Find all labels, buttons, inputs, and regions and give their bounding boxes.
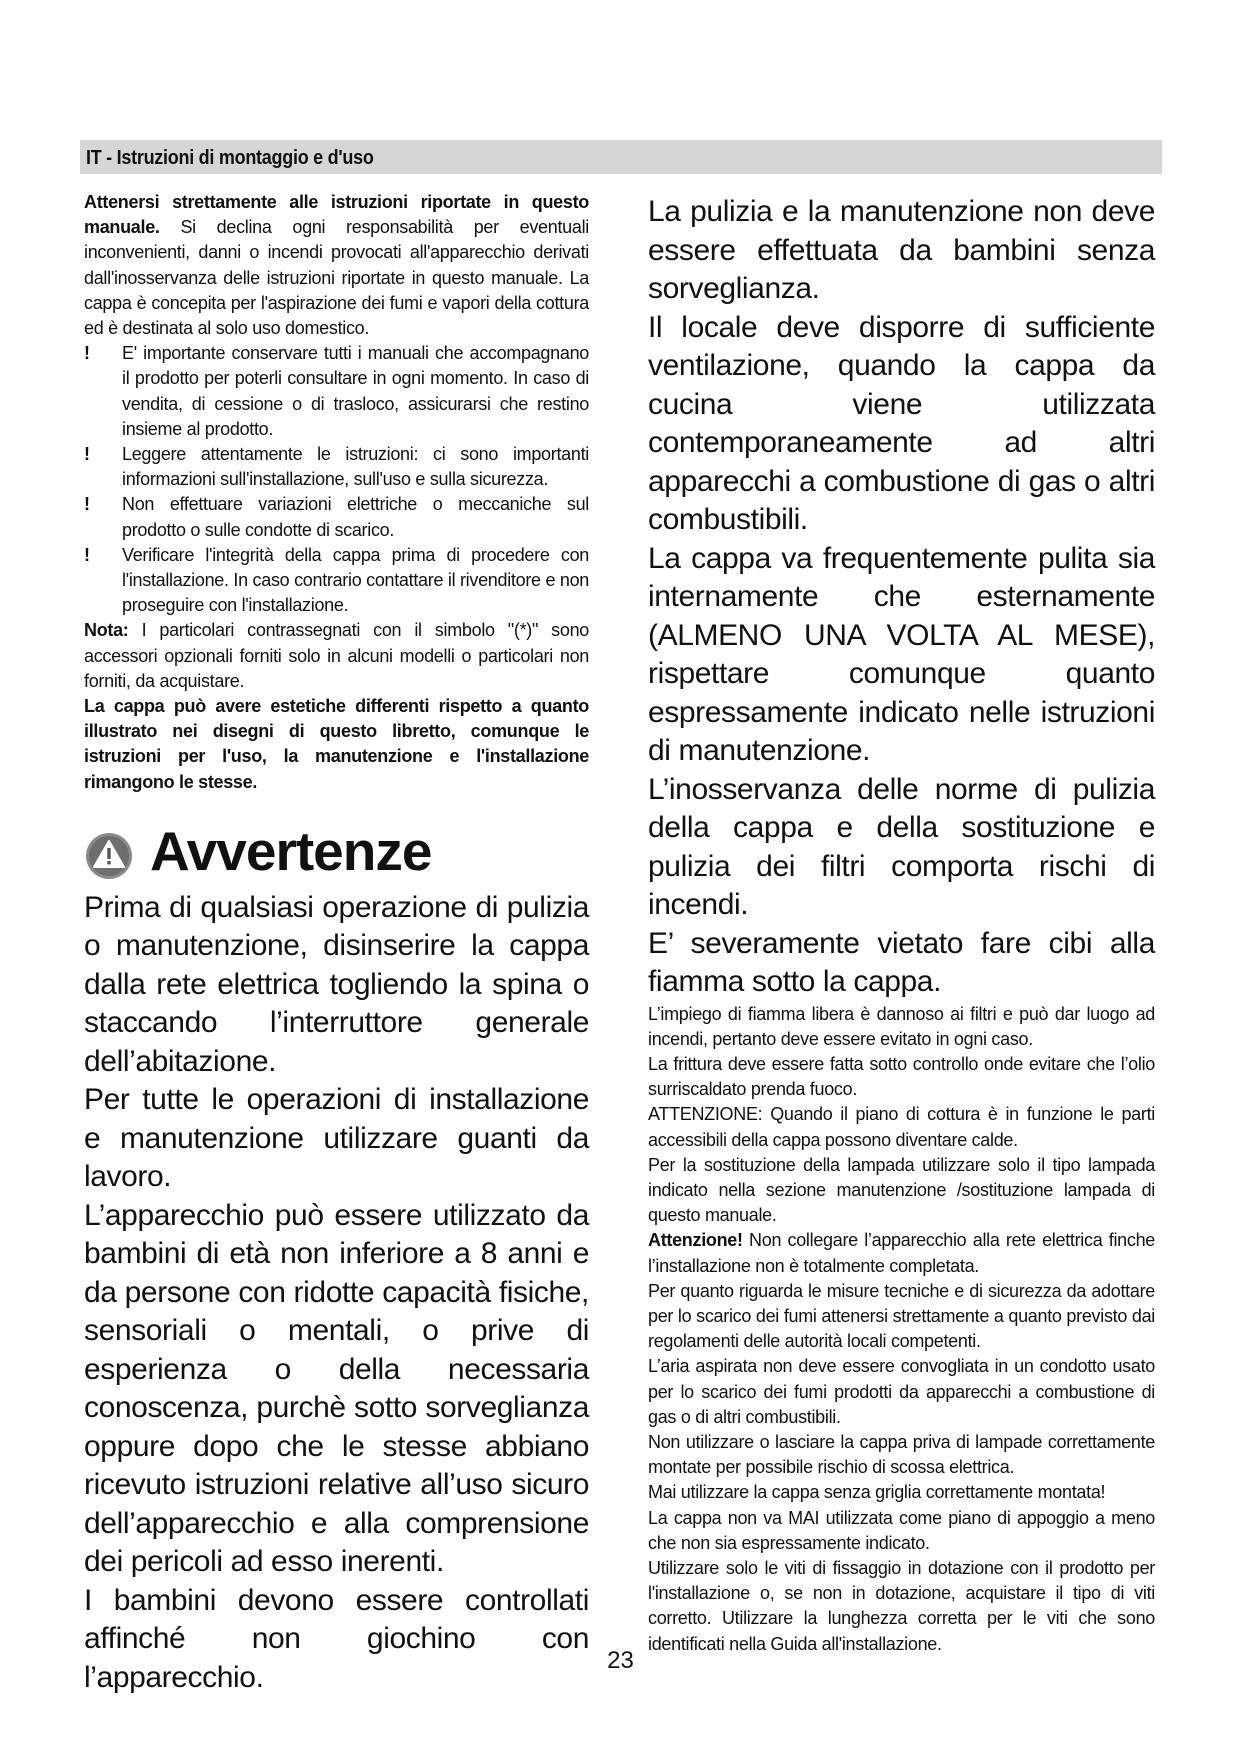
attenzione-text: Non collegare l’apparecchio alla rete elettrica finche l’installazione non è totalmente completata.	[648, 1230, 1155, 1276]
small-paragraph: Per la sostituzione della lampada utilizzare solo il tipo lampada indicato nella sezione manutenzione /sostituzione lampada di questo manuale.	[648, 1154, 1155, 1226]
left-column	[84, 190, 589, 1697]
right-column	[648, 193, 1155, 1657]
bullet-item	[84, 543, 589, 619]
bullet-mark: !	[84, 343, 90, 364]
bullet-item	[84, 492, 589, 542]
warning-paragraph: L’inosservanza delle norme di pulizia della cappa e della sostituzione e pulizia dei filtri comporta rischi di incendi.	[648, 772, 1155, 921]
nota-text: I particolari contrassegnati con il simbolo "(*)" sono accessori opzionali forniti solo in alcuni modelli o particolari non forniti, da acquistare.	[84, 620, 589, 691]
warning-heading	[84, 821, 589, 885]
intro-text: Si declina ogni responsabilità per eventuali inconvenienti, danni o incendi provocati all'apparecchio derivati dall'inosservanza delle istruzioni riportate in questo manuale. La cappa è concepita per l'aspirazione dei fumi e vapori della cottura ed è destinata al solo uso domestico.	[84, 217, 589, 339]
warning-paragraph: I bambini devono essere controllati affinché non giochino con l’apparecchio.	[84, 1583, 589, 1694]
small-paragraph: L’aria aspirata non deve essere convogliata in un condotto usato per lo scarico dei fumi prodotti da apparecchi a combustione di gas o di altri combustibili.	[648, 1356, 1155, 1427]
small-paragraph: Per quanto riguarda le misure tecniche e di sicurezza da adottare per lo scarico dei fumi attenersi strettamente a quanto previsto dai regolamenti delle autorità locali competenti.	[648, 1280, 1155, 1352]
warning-paragraph: Per tutte le operazioni di installazione e manutenzione utilizzare guanti da lavoro.	[84, 1083, 589, 1194]
warning-paragraph: E’ severamente vietato fare cibi alla fiamma sotto la cappa.	[648, 926, 1155, 998]
bullet-text: Verificare l'integrità della cappa prima di procedere con l'installazione. In caso contrario contattare il rivenditore e non proseguire con l'installazione.	[122, 544, 589, 616]
intro-paragraph	[84, 190, 589, 341]
small-paragraph: La frittura deve essere fatta sotto controllo onde evitare che l’olio surriscaldato prenda fuoco.	[648, 1053, 1155, 1100]
nota-paragraph	[84, 618, 589, 694]
warning-paragraph: La pulizia e la manutenzione non deve essere effettuata da bambini senza sorveglianza.	[648, 195, 1155, 305]
bullet-text: Non effettuare variazioni elettriche o meccaniche sul prodotto o sulle condotte di scarico.	[122, 494, 589, 540]
intro-bold: Attenersi strettamente alle istruzioni riportate in questo manuale.	[84, 192, 589, 238]
page-number: 23	[607, 1647, 634, 1674]
warning-paragraph: L’apparecchio può essere utilizzato da bambini di età non inferiore a 8 anni e da persone con ridotte capacità fisiche, sensoriali o mentali, o prive di esperienza o della necessaria conoscenza, purchè sotto sorveglianza oppure dopo che le stesse abbiano ricevuto istruzioni relative all’uso sicuro dell’apparecchio e alla comprensione dei pericoli ad esso inerenti.	[84, 1198, 589, 1579]
small-paragraph: ATTENZIONE: Quando il piano di cottura è in funzione le parti accessibili della cappa possono diventare calde.	[648, 1104, 1155, 1150]
section-title: IT - Istruzioni di montaggio e d'uso	[86, 147, 374, 169]
attenzione-paragraph	[648, 1228, 1155, 1278]
bullet-item	[84, 341, 589, 442]
small-paragraph: Non utilizzare o lasciare la cappa priva di lampade correttamente montate per possibile rischio di scossa elettrica.	[648, 1431, 1155, 1478]
warning-triangle-icon	[84, 831, 134, 881]
attenzione-label: Attenzione!	[648, 1230, 743, 1251]
bullet-text: E' importante conservare tutti i manuali che accompagnano il prodotto per poterli consultare in ogni momento. In caso di vendita, di cessione o di trasloco, assicurarsi che restino insieme al prodotto.	[122, 343, 589, 439]
warning-paragraph: Il locale deve disporre di sufficiente ventilazione, quando la cappa da cucina viene utilizzata contemporaneamente ad altri apparecchi a combustione di gas o altri combustibili.	[648, 310, 1155, 536]
bullet-mark: !	[84, 444, 90, 465]
bullet-item	[84, 442, 589, 492]
bullet-mark: !	[84, 494, 90, 515]
bullet-text: Leggere attentamente le istruzioni: ci sono importanti informazioni sull'installazione, sull'uso e sulla sicurezza.	[122, 444, 589, 490]
section-header-bar	[80, 140, 1162, 174]
bold-note-text: La cappa può avere estetiche differenti rispetto a quanto illustrato nei disegni di questo libretto, comunque le istruzioni per l'uso, la manutenzione e l'installazione rimangono le stesse.	[84, 696, 589, 792]
warning-paragraph: La cappa va frequentemente pulita sia internamente che esternamente (ALMENO UNA VOLTA AL MESE), rispettare comunque quanto espressamente indicato nelle istruzioni di manutenzione.	[648, 541, 1155, 767]
bold-note	[84, 694, 589, 795]
small-paragraph: Utilizzare solo le viti di fissaggio in dotazione con il prodotto per l'installazione o, se non in dotazione, acquistare il tipo di viti corretto. Utilizzare la lunghezza corretta per le viti che sono identificati nella Guida all'installazione.	[648, 1557, 1155, 1654]
small-paragraph: Mai utilizzare la cappa senza griglia correttamente montata!	[648, 1482, 1106, 1503]
warning-title: Avvertenze	[150, 819, 432, 882]
warning-paragraph: Prima di qualsiasi operazione di pulizia o manutenzione, disinserire la cappa dalla rete elettrica togliendo la spina o staccando l’interruttore generale dell’abitazione.	[84, 890, 589, 1078]
small-paragraph: L’impiego di fiamma libera è dannoso ai filtri e può dar luogo ad incendi, pertanto deve essere evitato in ogni caso.	[648, 1003, 1155, 1049]
nota-label: Nota:	[84, 620, 129, 641]
small-paragraph: La cappa non va MAI utilizzata come piano di appoggio a meno che non sia espressamente indicato.	[648, 1507, 1155, 1553]
bullet-mark: !	[84, 544, 90, 565]
